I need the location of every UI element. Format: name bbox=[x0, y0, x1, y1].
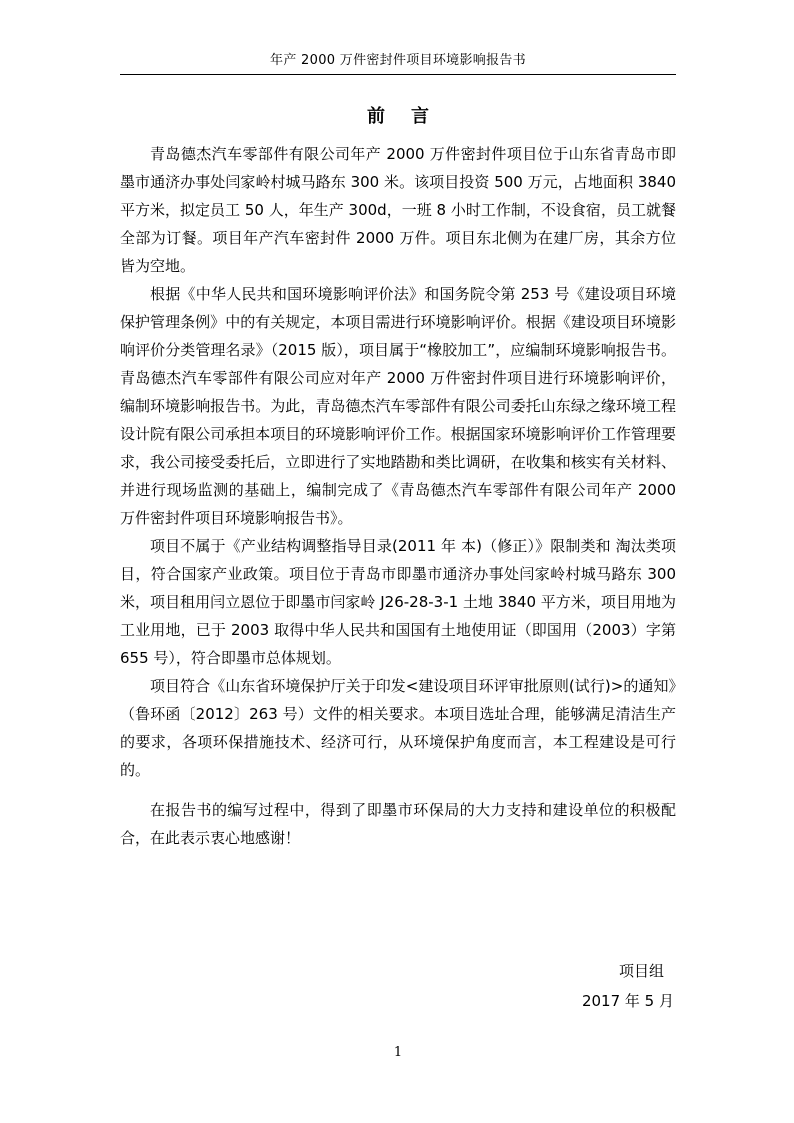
signature-organization: 项目组 bbox=[618, 962, 664, 980]
running-header: 年产 2000 万件密封件项目环境影响报告书 bbox=[270, 53, 526, 68]
body-text bbox=[120, 140, 676, 852]
paragraph-siting-conclusion: 项目符合《山东省环境保护厅关于印发<建设项目环评审批原则(试行)>的通知》（鲁环函〔2012〕263 号）文件的相关要求。本项目选址合理，能够满足清洁生产的要求，各项环保措施技术、经济可行，从环境保护角度而言，本工程建设是可行的。 bbox=[120, 677, 676, 779]
page-number: 1 bbox=[393, 1045, 403, 1060]
paragraph-legal-basis: 根据《中华人民共和国环境影响评价法》和国务院令第 253 号《建设项目环境保护管理条例》中的有关规定，本项目需进行环境影响评价。根据《建设项目环境影响评价分类管理名录》（2015 版），项目属于“橡胶加工”，应编制环境影响报告书。青岛德杰汽车零部件有限公司应对年产 2000 万件密封件项目进行环境影响评价，编制环境影响报告书。为此，青岛德杰汽车零部件有限公司委托山东绿之缘环境工程设计院有限公司承担本项目的环境影响评价工作。根据国家环境影响评价工作管理要求，我公司接受委托后，立即进行了实地踏勘和类比调研，在收集和核实有关材料、并进行现场监测的基础上，编制完成了《青岛德杰汽车零部件有限公司年产 2000 万件密封件项目环境影响报告书》。 bbox=[120, 285, 676, 527]
paragraph-acknowledgement: 在报告书的编写过程中，得到了即墨市环保局的大力支持和建设单位的积极配合，在此表示衷心地感谢！ bbox=[120, 801, 676, 847]
paragraph-policy-compliance: 项目不属于《产业结构调整指导目录(2011 年 本)（修正）》限制类和 淘汰类项目，符合国家产业政策。项目位于青岛市即墨市通济办事处闫家岭村城马路东 300 米，项目租用闫立恩位于即墨市闫家岭 J26-28-3-1 土地 3840 平方米，项目用地为工业用地，已于 2003 取得中华人民共和国国有土地使用证（即国用（2003）字第 655 号），符合即墨市总体规划。 bbox=[120, 537, 676, 667]
header-rule bbox=[120, 74, 676, 75]
signature-date: 2017 年 5 月 bbox=[581, 992, 674, 1010]
section-title: 前言 bbox=[367, 106, 455, 127]
paragraph-project-overview: 青岛德杰汽车零部件有限公司年产 2000 万件密封件项目位于山东省青岛市即墨市通济办事处闫家岭村城马路东 300 米。该项目投资 500 万元，占地面积 3840 平方米，拟定员工 50 人，年生产 300d，一班 8 小时工作制，不设食宿，员工就餐全部为订餐。项目年产汽车密封件 2000 万件。项目东北侧为在建厂房，其余方位皆为空地。 bbox=[120, 145, 676, 275]
